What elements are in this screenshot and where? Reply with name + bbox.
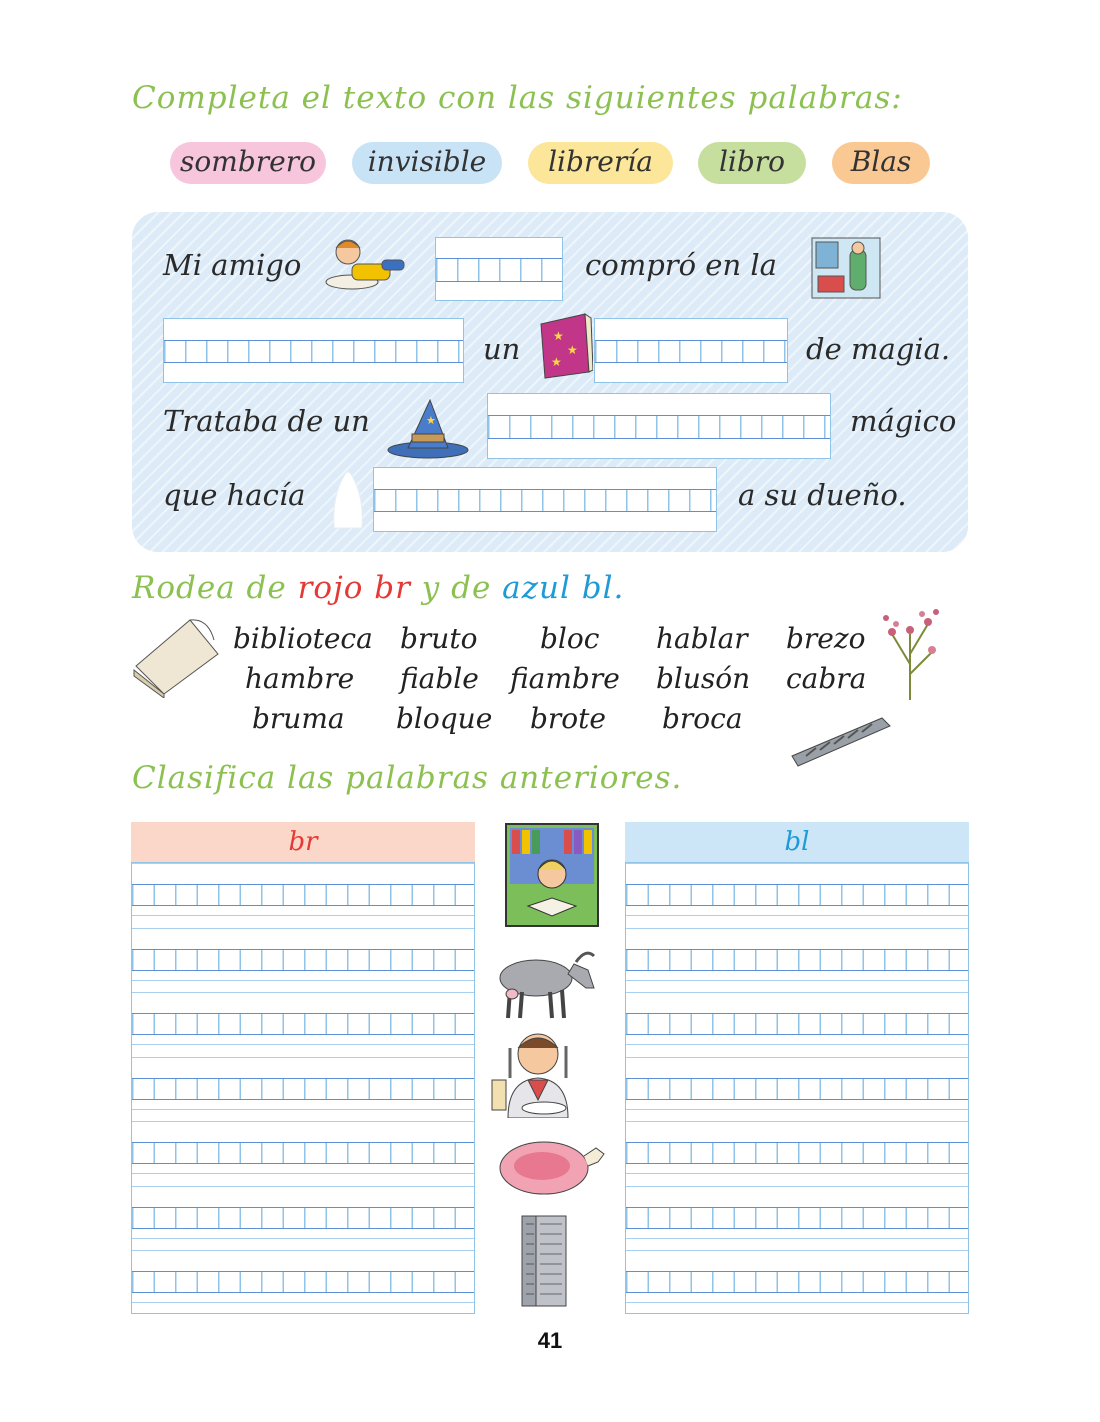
heather-plant-illustration [876,604,942,702]
answer-box-adjective[interactable] [373,467,717,532]
word-chip-libro: libro [698,142,806,184]
exercise-3-title: Clasifica las palabras anteriores. [132,760,683,796]
word-item[interactable]: brote [530,702,606,735]
drill-bit-illustration [786,712,898,768]
bookshop-illustration [810,236,882,300]
boy-reading-illustration [322,236,406,294]
word-chip-blas: Blas [832,142,930,184]
library-girl-illustration [504,822,600,928]
exercise-1-title: Completa el texto con las siguientes palabras: [132,80,903,116]
goat-illustration [490,944,602,1022]
writing-area-br[interactable] [131,862,475,1314]
notepad-illustration [130,614,222,698]
text-que-hacia: que hacía [163,478,306,512]
answer-box-name[interactable] [435,237,563,301]
title-blue-word: azul [502,570,571,606]
title-part-y-de: y de [421,570,492,606]
word-item[interactable]: bloque [396,702,493,735]
word-item[interactable]: brezo [786,622,866,655]
text-mi-amigo: Mi amigo [163,248,302,282]
word-chip-libreria: librería [528,142,673,184]
answer-box-object[interactable] [594,318,788,383]
title-period: . [613,570,625,606]
word-item[interactable]: bruma [252,702,345,735]
text-un: un [483,332,521,366]
writing-area-bl[interactable] [625,862,969,1314]
title-part-rodea-de: Rodea de [132,570,287,606]
ham-illustration [498,1136,608,1196]
wizard-hat-illustration [386,396,470,460]
word-chip-sombrero: sombrero [170,142,326,184]
word-item[interactable]: biblioteca [233,622,373,655]
title-blue-sound: bl [581,570,614,606]
tall-building-illustration [514,1212,574,1308]
text-magico: mágico [850,404,957,438]
title-red-sound: br [374,570,411,606]
answer-box-place[interactable] [163,318,464,383]
svg-text:★: ★ [426,414,436,427]
word-chip-invisible: invisible [352,142,502,184]
svg-text:★: ★ [551,355,562,369]
column-header-br: br [131,822,475,862]
eating-man-illustration [488,1028,588,1118]
word-item[interactable]: hambre [245,662,355,695]
text-compro-en-la: compró en la [585,248,777,282]
svg-text:★: ★ [567,343,578,357]
text-de-magia: de magia. [806,332,951,366]
page-number: 41 [537,1328,563,1353]
word-item[interactable]: fiable [400,662,479,695]
word-item[interactable]: bruto [400,622,478,655]
title-red-word: rojo [297,570,364,606]
magic-book-illustration [537,310,593,380]
word-item[interactable]: broca [662,702,743,735]
svg-text:★: ★ [553,329,564,343]
text-a-su-dueno: a su dueño. [738,478,907,512]
text-trataba-de-un: Trataba de un [163,404,370,438]
word-item[interactable]: fiambre [510,662,620,695]
word-item[interactable]: blusón [656,662,751,695]
word-item[interactable]: hablar [656,622,748,655]
exercise-2-title [132,570,624,606]
invisible-figure-illustration [326,466,368,530]
word-item[interactable]: cabra [786,662,867,695]
column-header-bl: bl [625,822,969,862]
word-item[interactable]: bloc [540,622,600,655]
answer-box-item[interactable] [487,393,831,459]
